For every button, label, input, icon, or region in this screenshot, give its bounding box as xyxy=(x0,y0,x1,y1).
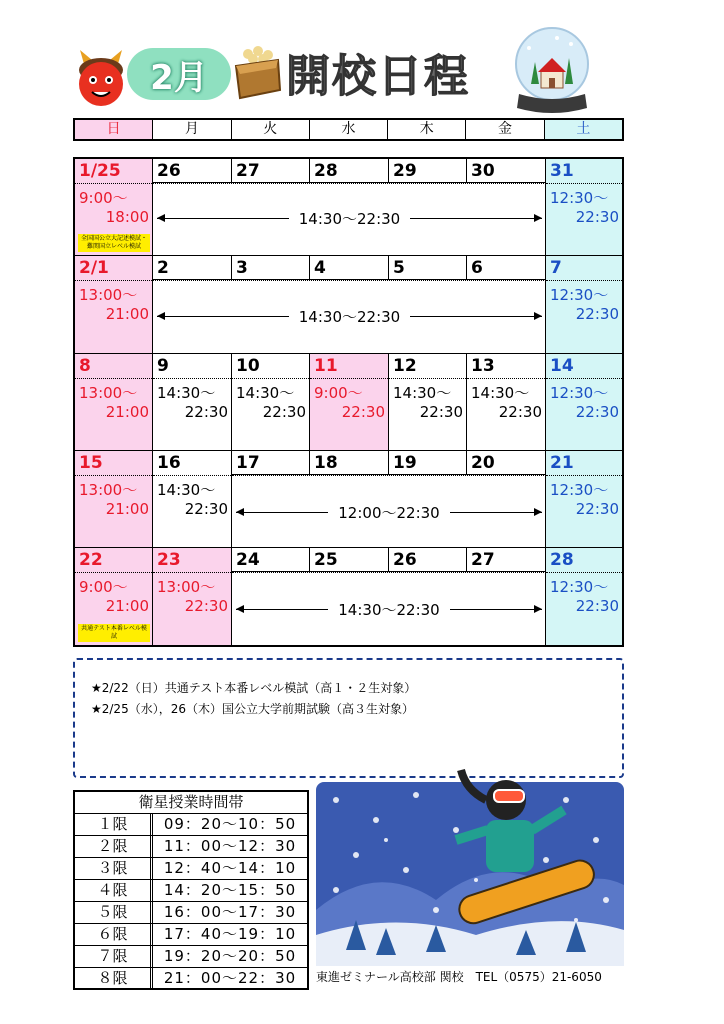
time-range-span xyxy=(236,598,542,620)
weekday-thu: 木 xyxy=(388,120,466,139)
day-number: 27 xyxy=(471,550,495,570)
calendar-day xyxy=(153,548,232,645)
table-row xyxy=(75,946,307,968)
day-number: 29 xyxy=(393,161,417,181)
open-time: 13:00～ xyxy=(157,578,216,596)
open-time: 12:30～ xyxy=(550,578,609,596)
period-time: 14：20～15：50 xyxy=(163,881,297,899)
close-time: 21:00 xyxy=(105,403,149,421)
weekday-sun: 日 xyxy=(75,120,153,139)
close-time: 22:30 xyxy=(498,403,542,421)
time-range-label: 14:30～22:30 xyxy=(298,209,401,228)
period-label: ４限 xyxy=(75,880,153,901)
mame-masu-icon xyxy=(232,44,282,102)
close-time: 18:00 xyxy=(105,208,149,226)
close-time: 22:30 xyxy=(575,500,619,518)
day-number: 12 xyxy=(393,356,417,376)
open-time: 13:00～ xyxy=(79,481,138,499)
table-row xyxy=(75,858,307,880)
period-time: 17：40～19：10 xyxy=(163,925,297,943)
open-time: 12:30～ xyxy=(550,481,609,499)
calendar-day xyxy=(75,548,153,645)
calendar-day xyxy=(546,451,622,548)
event-note: 共通テスト本番レベル模試 xyxy=(78,624,150,642)
day-number: 27 xyxy=(236,161,260,181)
open-time: 9:00～ xyxy=(79,189,128,207)
close-time: 22:30 xyxy=(575,403,619,421)
period-label: ８限 xyxy=(75,968,153,990)
calendar-day xyxy=(389,159,467,183)
period-time: 09：20～10：50 xyxy=(163,815,297,833)
calendar-day xyxy=(389,354,467,451)
calendar-day xyxy=(75,451,153,548)
oni-icon xyxy=(70,48,132,110)
calendar-day xyxy=(467,159,546,183)
open-time: 14:30～ xyxy=(157,481,216,499)
calendar-day xyxy=(310,256,389,280)
day-number: 19 xyxy=(393,453,417,473)
day-number: 16 xyxy=(157,453,181,473)
calendar-day xyxy=(153,256,232,280)
close-time: 22:30 xyxy=(575,305,619,323)
open-time: 12:30～ xyxy=(550,189,609,207)
day-number: 14 xyxy=(550,356,574,376)
calendar-day xyxy=(153,451,232,548)
calendar-day xyxy=(546,256,622,354)
day-number: 4 xyxy=(314,258,326,278)
calendar-day xyxy=(467,451,546,475)
day-number: 30 xyxy=(471,161,495,181)
close-time: 21:00 xyxy=(105,597,149,615)
weekday-sat: 土 xyxy=(545,120,622,139)
day-number: 23 xyxy=(157,550,181,570)
open-time: 14:30～ xyxy=(393,384,452,402)
calendar-day xyxy=(310,159,389,183)
period-time: 19：20～20：50 xyxy=(163,947,297,965)
weekday-wed: 水 xyxy=(310,120,388,139)
calendar-day xyxy=(467,354,546,451)
close-time: 21:00 xyxy=(105,305,149,323)
calendar-day xyxy=(232,548,310,572)
day-number: 17 xyxy=(236,453,260,473)
calendar-day xyxy=(153,159,232,183)
day-number: 3 xyxy=(236,258,248,278)
calendar-day xyxy=(75,256,153,354)
open-time: 14:30～ xyxy=(157,384,216,402)
period-label: ６限 xyxy=(75,924,153,945)
open-time: 12:30～ xyxy=(550,384,609,402)
table-row xyxy=(75,814,307,836)
month-badge: 2月 xyxy=(127,48,231,100)
day-number: 25 xyxy=(314,550,338,570)
weekday-header xyxy=(73,118,624,141)
calendar-day xyxy=(467,548,546,572)
day-number: 28 xyxy=(314,161,338,181)
calendar-day xyxy=(310,354,389,451)
note-line: ★2/25（水），26（木）国公立大学前期試験（高３生対象） xyxy=(91,702,414,716)
day-number: 26 xyxy=(157,161,181,181)
table-row xyxy=(75,902,307,924)
period-label: ７限 xyxy=(75,946,153,967)
calendar-grid xyxy=(73,157,624,647)
period-time: 11：00～12：30 xyxy=(163,837,297,855)
day-number: 9 xyxy=(157,356,169,376)
note-line: ★2/22（日）共通テスト本番レベル模試（高１・２生対象） xyxy=(91,681,417,695)
day-number: 13 xyxy=(471,356,495,376)
calendar-day xyxy=(232,256,310,280)
calendar-day xyxy=(232,159,310,183)
snow-globe-icon xyxy=(511,24,593,116)
day-number: 15 xyxy=(79,453,103,473)
close-time: 22:30 xyxy=(184,500,228,518)
table-row xyxy=(75,968,307,990)
time-range-label: 14:30～22:30 xyxy=(298,307,401,326)
day-number: 18 xyxy=(314,453,338,473)
close-time: 22:30 xyxy=(262,403,306,421)
day-number: 26 xyxy=(393,550,417,570)
day-number: 31 xyxy=(550,161,574,181)
open-time: 13:00～ xyxy=(79,286,138,304)
satellite-schedule-table xyxy=(73,790,309,990)
day-number: 6 xyxy=(471,258,483,278)
close-time: 22:30 xyxy=(575,597,619,615)
calendar-day xyxy=(389,256,467,280)
day-number: 22 xyxy=(79,550,103,570)
calendar-day xyxy=(232,451,310,475)
day-number: 2/1 xyxy=(79,258,109,278)
calendar-day xyxy=(546,159,622,256)
calendar-day xyxy=(467,256,546,280)
day-number: 28 xyxy=(550,550,574,570)
day-number: 24 xyxy=(236,550,260,570)
period-time: 21：00～22：30 xyxy=(163,969,297,987)
open-time: 13:00～ xyxy=(79,384,138,402)
day-number: 2 xyxy=(157,258,169,278)
period-time: 12：40～14：10 xyxy=(163,859,297,877)
calendar-day xyxy=(232,354,310,451)
close-time: 22:30 xyxy=(341,403,385,421)
close-time: 21:00 xyxy=(105,500,149,518)
day-number: 7 xyxy=(550,258,562,278)
table-row xyxy=(75,880,307,902)
snowboarder-illustration xyxy=(316,760,624,966)
close-time: 22:30 xyxy=(184,597,228,615)
day-number: 21 xyxy=(550,453,574,473)
calendar-day xyxy=(389,548,467,572)
calendar-day xyxy=(389,451,467,475)
table-row xyxy=(75,924,307,946)
day-number: 5 xyxy=(393,258,405,278)
close-time: 22:30 xyxy=(184,403,228,421)
time-range-label: 12:00～22:30 xyxy=(338,503,440,522)
time-range-span xyxy=(236,501,542,523)
calendar-day xyxy=(75,354,153,451)
footer-contact: 東進ゼミナール高校部 関校 TEL（0575）21-6050 xyxy=(316,970,602,984)
period-label: ３限 xyxy=(75,858,153,879)
close-time: 22:30 xyxy=(419,403,463,421)
weekday-tue: 火 xyxy=(232,120,310,139)
period-time: 16：00～17：30 xyxy=(163,903,297,921)
schedule-title: 衛星授業時間帯 xyxy=(75,792,307,814)
calendar-day xyxy=(546,548,622,645)
open-time: 14:30～ xyxy=(471,384,530,402)
open-time: 9:00～ xyxy=(314,384,363,402)
period-label: ５限 xyxy=(75,902,153,923)
table-row xyxy=(75,836,307,858)
day-number: 8 xyxy=(79,356,91,376)
day-number: 10 xyxy=(236,356,260,376)
day-number: 20 xyxy=(471,453,495,473)
day-number: 11 xyxy=(314,356,338,376)
time-range-label: 14:30～22:30 xyxy=(338,600,440,619)
weekday-fri: 金 xyxy=(466,120,544,139)
calendar-day xyxy=(546,354,622,451)
weekday-mon: 月 xyxy=(153,120,231,139)
open-time: 9:00～ xyxy=(79,578,128,596)
calendar-day xyxy=(310,548,389,572)
calendar-day xyxy=(310,451,389,475)
page-title: 開校日程 xyxy=(286,51,470,102)
close-time: 22:30 xyxy=(575,208,619,226)
time-range-span xyxy=(157,207,542,229)
period-label: １限 xyxy=(75,814,153,835)
calendar-day xyxy=(153,354,232,451)
time-range-span xyxy=(157,305,542,327)
day-number: 1/25 xyxy=(79,161,121,181)
open-time: 12:30～ xyxy=(550,286,609,304)
event-note: 全国国公立大記述模試・難関国立レベル模試 xyxy=(78,234,150,252)
period-label: ２限 xyxy=(75,836,153,857)
calendar-day xyxy=(75,159,153,256)
open-time: 14:30～ xyxy=(236,384,295,402)
